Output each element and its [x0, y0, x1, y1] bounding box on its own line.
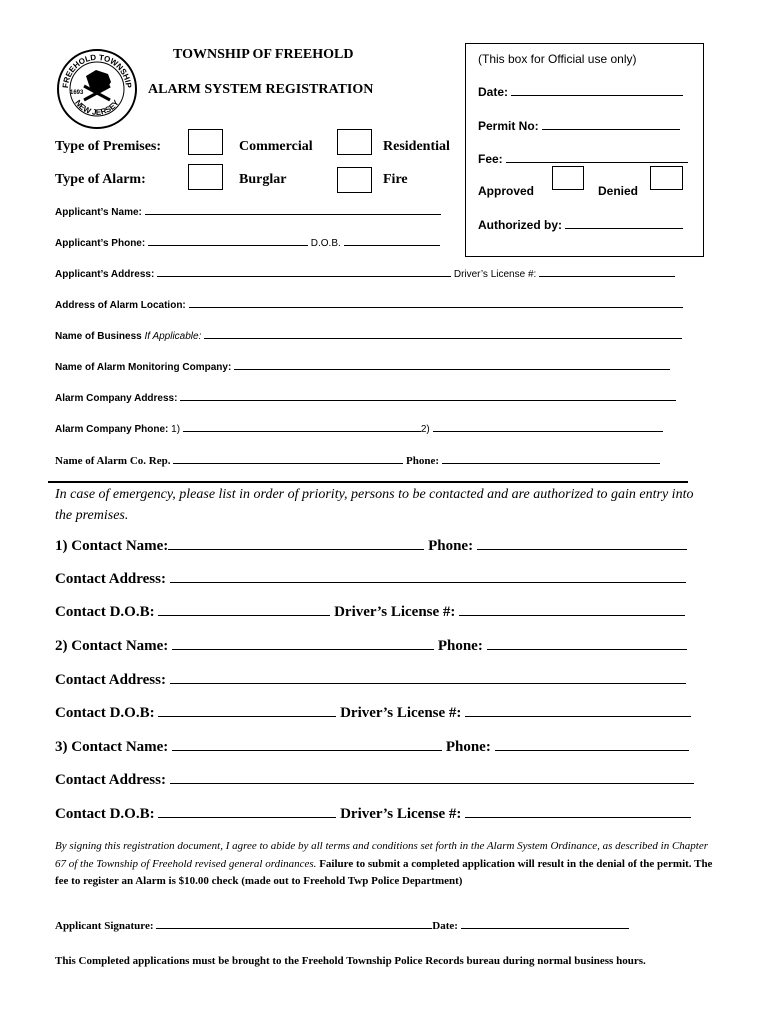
- official-date-label: Date:: [478, 85, 509, 99]
- contact2-phone-label: Phone:: [437, 638, 483, 654]
- svg-text:NEW JERSEY: [73, 98, 121, 117]
- contact3-phone-field[interactable]: [495, 749, 689, 751]
- contact3-address-label: Contact Address:: [55, 772, 166, 788]
- permit-field[interactable]: [542, 128, 680, 130]
- commercial-label: Commercial: [239, 139, 313, 154]
- contact2-address-label: Contact Address:: [55, 672, 166, 688]
- agreement-text: By signing this registration document, I agree to abide by all terms and conditions set forth in the Alarm System Ordinance, as described in Chapter 67 of the Township of Freehold revised general ordinances.: [55, 840, 709, 870]
- contact2-phone-field[interactable]: [487, 648, 687, 650]
- applicant-name-label: Applicant’s Name:: [55, 207, 142, 218]
- contact3-name-field[interactable]: [172, 749, 442, 751]
- applicant-address-field[interactable]: [157, 275, 451, 277]
- township-seal: [56, 48, 138, 130]
- seal-top-text: FREEHOLD TOWNSHIP: [60, 52, 134, 89]
- fee-label: Fee:: [478, 152, 503, 166]
- contact2-name-field[interactable]: [172, 648, 434, 650]
- contact2-address-field[interactable]: [170, 682, 686, 684]
- contact1-name-label: 1) Contact Name:: [55, 538, 169, 554]
- contact1-dob-field[interactable]: [158, 614, 330, 616]
- dob-label: D.O.B.: [310, 238, 341, 249]
- applicant-phone-label: Applicant’s Phone:: [55, 238, 146, 249]
- premises-label: Type of Premises:: [55, 139, 162, 154]
- company-phone-label: Alarm Company Phone:: [55, 424, 169, 435]
- contact3-license-field[interactable]: [465, 816, 691, 818]
- denied-checkbox[interactable]: [650, 166, 683, 190]
- fire-label: Fire: [383, 172, 408, 187]
- section-divider: [48, 481, 688, 483]
- business-note: If Applicable:: [144, 331, 202, 342]
- authorized-label: Authorized by:: [478, 218, 562, 232]
- contact3-name-label: 3) Contact Name:: [55, 739, 169, 755]
- monitoring-company-field[interactable]: [234, 368, 670, 370]
- monitoring-company-label: Name of Alarm Monitoring Company:: [55, 362, 232, 373]
- official-box-title: (This box for Official use only): [478, 52, 637, 66]
- license-field[interactable]: [539, 275, 675, 277]
- contact2-license-field[interactable]: [465, 715, 691, 717]
- contact2-dob-field[interactable]: [158, 715, 336, 717]
- contact3-address-field[interactable]: [170, 782, 694, 784]
- fee-field[interactable]: [506, 161, 688, 163]
- company-address-label: Alarm Company Address:: [55, 393, 178, 404]
- contact3-license-label: Driver’s License #:: [340, 806, 462, 822]
- burglar-label: Burglar: [239, 172, 287, 187]
- signature-field[interactable]: [156, 927, 432, 929]
- official-use-box: [465, 43, 704, 257]
- contact1-phone-label: Phone:: [428, 538, 474, 554]
- license-label: Driver’s License #:: [453, 269, 537, 280]
- company-address-field[interactable]: [180, 399, 676, 401]
- contact1-phone-field[interactable]: [477, 548, 687, 550]
- company-phone1-label: 1): [171, 424, 181, 435]
- rep-label: Name of Alarm Co. Rep.: [55, 455, 171, 467]
- commercial-checkbox[interactable]: [188, 129, 223, 155]
- official-date-field[interactable]: [511, 94, 683, 96]
- warning-text: Failure to submit a completed application will result in the denial of the permit. The fee to register an Alarm is $10.00 check (made out to Freehold Twp Police Department): [55, 857, 713, 887]
- denied-label: Denied: [598, 184, 639, 198]
- alarm-type-label: Type of Alarm:: [55, 172, 146, 187]
- page-title: TOWNSHIP OF FREEHOLD: [173, 47, 354, 62]
- signature-date-label: Date:: [432, 920, 458, 932]
- approved-checkbox[interactable]: [552, 166, 584, 190]
- emergency-intro: In case of emergency, please list in order of priority, persons to be contacted and are authorized to gain entry into the premises.: [55, 487, 694, 523]
- seal-bottom-text: NEW JERSEY: [73, 98, 121, 117]
- company-phone2-label: 2): [420, 424, 430, 435]
- rep-phone-label: Phone:: [405, 455, 439, 467]
- business-field[interactable]: [204, 337, 682, 339]
- page-subtitle: ALARM SYSTEM REGISTRATION: [148, 82, 374, 97]
- contact3-phone-label: Phone:: [445, 739, 491, 755]
- contact3-dob-field[interactable]: [158, 816, 336, 818]
- permit-label: Permit No:: [478, 119, 539, 133]
- authorized-field[interactable]: [565, 227, 683, 229]
- company-phone1-field[interactable]: [183, 430, 421, 432]
- approved-label: Approved: [478, 184, 535, 198]
- contact2-license-label: Driver’s License #:: [340, 705, 462, 721]
- agreement-paragraph: [55, 838, 719, 891]
- contact1-dob-label: Contact D.O.B:: [55, 604, 155, 620]
- residential-checkbox[interactable]: [337, 129, 372, 155]
- rep-phone-field[interactable]: [442, 462, 660, 464]
- applicant-address-label: Applicant’s Address:: [55, 269, 155, 280]
- contact2-name-label: 2) Contact Name:: [55, 638, 169, 654]
- applicant-name-field[interactable]: [145, 213, 441, 215]
- signature-label: Applicant Signature:: [55, 920, 154, 932]
- contact1-address-field[interactable]: [170, 581, 686, 583]
- contact1-license-label: Driver’s License #:: [334, 604, 456, 620]
- burglar-checkbox[interactable]: [188, 164, 223, 190]
- contact2-dob-label: Contact D.O.B:: [55, 705, 155, 721]
- rep-field[interactable]: [173, 462, 403, 464]
- contact1-address-label: Contact Address:: [55, 571, 166, 587]
- alarm-location-label: Address of Alarm Location:: [55, 300, 186, 311]
- submission-notice: This Completed applications must be brought to the Freehold Township Police Records bureau during normal business hours.: [55, 955, 646, 967]
- contact1-name-field[interactable]: [168, 548, 424, 550]
- signature-date-field[interactable]: [461, 927, 629, 929]
- applicant-phone-field[interactable]: [148, 244, 308, 246]
- dob-field[interactable]: [344, 244, 440, 246]
- contact1-license-field[interactable]: [459, 614, 685, 616]
- residential-label: Residential: [383, 139, 450, 154]
- company-phone2-field[interactable]: [433, 430, 663, 432]
- seal-year: 1693: [70, 90, 84, 96]
- alarm-location-field[interactable]: [189, 306, 683, 308]
- fire-checkbox[interactable]: [337, 167, 372, 193]
- contact3-dob-label: Contact D.O.B:: [55, 806, 155, 822]
- business-label: Name of Business: [55, 331, 142, 342]
